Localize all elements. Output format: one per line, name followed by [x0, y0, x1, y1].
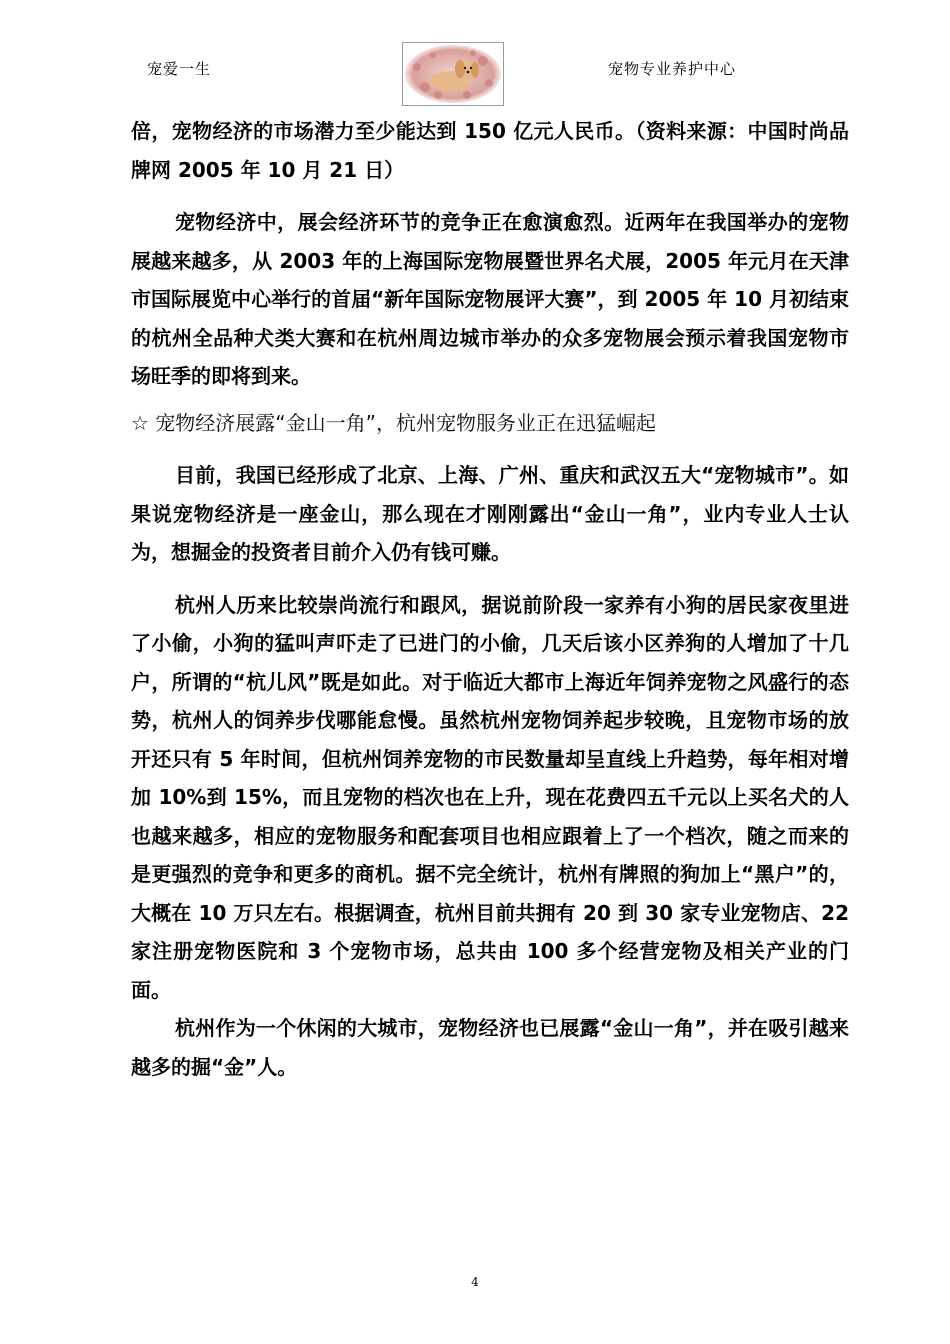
section-heading: ☆ 宠物经济展露“金山一角”，杭州宠物服务业正在迅猛崛起 — [131, 410, 657, 435]
dog-photo-logo-icon — [402, 42, 504, 106]
paragraph-5: 杭州作为一个休闲的大城市，宠物经济也已展露“金山一角”，并在吸引越来越多的掘“金”人。 — [131, 1016, 849, 1079]
paragraph-1: 倍，宠物经济的市场潜力至少能达到 150 亿元人民币。（资料来源：中国时尚品牌网 2005 年 10 月 21 日） — [131, 119, 849, 182]
paragraph-4: 杭州人历来比较崇尚流行和跟风，据说前阶段一家养有小狗的居民家夜里进了小偷，小狗的猛叫声吓走了已进门的小偷，几天后该小区养狗的人增加了十几户，所谓的“杭儿风”既是如此。对于临近大都市上海近年饲养宠物之风盛行的态势，杭州人的饲养步伐哪能怠慢。虽然杭州宠物饲养起步较晚，且宠物市场的放开还只有 5 年时间，但杭州饲养宠物的市民数量却呈直线上升趋势，每年相对增加 10%到 15%，而且宠物的档次也在上升，现在花费四五千元以上买名犬的人也越来越多，相应的宠物服务和配套项目也相应跟着上了一个档次，随之而来的是更强烈的竞争和更多的商机。据不完全统计，杭州有牌照的狗加上“黑户”的，大概在 10 万只左右。根据调查，杭州目前共拥有 20 到 30 家专业宠物店、22 家注册宠物医院和 3 个宠物市场，总共由 100 多个经营宠物及相关产业的门面。 — [131, 592, 849, 1002]
paragraph-2: 宠物经济中，展会经济环节的竞争正在愈演愈烈。近两年在我国举办的宠物展越来越多，从 2003 年的上海国际宠物展暨世界名犬展，2005 年元月在天津市国际展览中心举行的首届“新年国际宠物展评大赛”，到 2005 年 10 月初结束的杭州全品种犬类大赛和在杭州周边城市举办的众多宠物展会预示着我国宠物市场旺季的即将到来。 — [131, 210, 849, 388]
header-right-title: 宠物专业养护中心 — [608, 60, 737, 78]
page-number: 4 — [471, 1275, 479, 1289]
paragraph-3: 目前，我国已经形成了北京、上海、广州、重庆和武汉五大“宠物城市”。如果说宠物经济是一座金山，那么现在才刚刚露出“金山一角”，业内专业人士认为，想掘金的投资者目前介入仍有钱可赚。 — [131, 463, 849, 564]
document-body — [131, 112, 849, 1086]
header-left-title: 宠爱一生 — [147, 60, 212, 78]
